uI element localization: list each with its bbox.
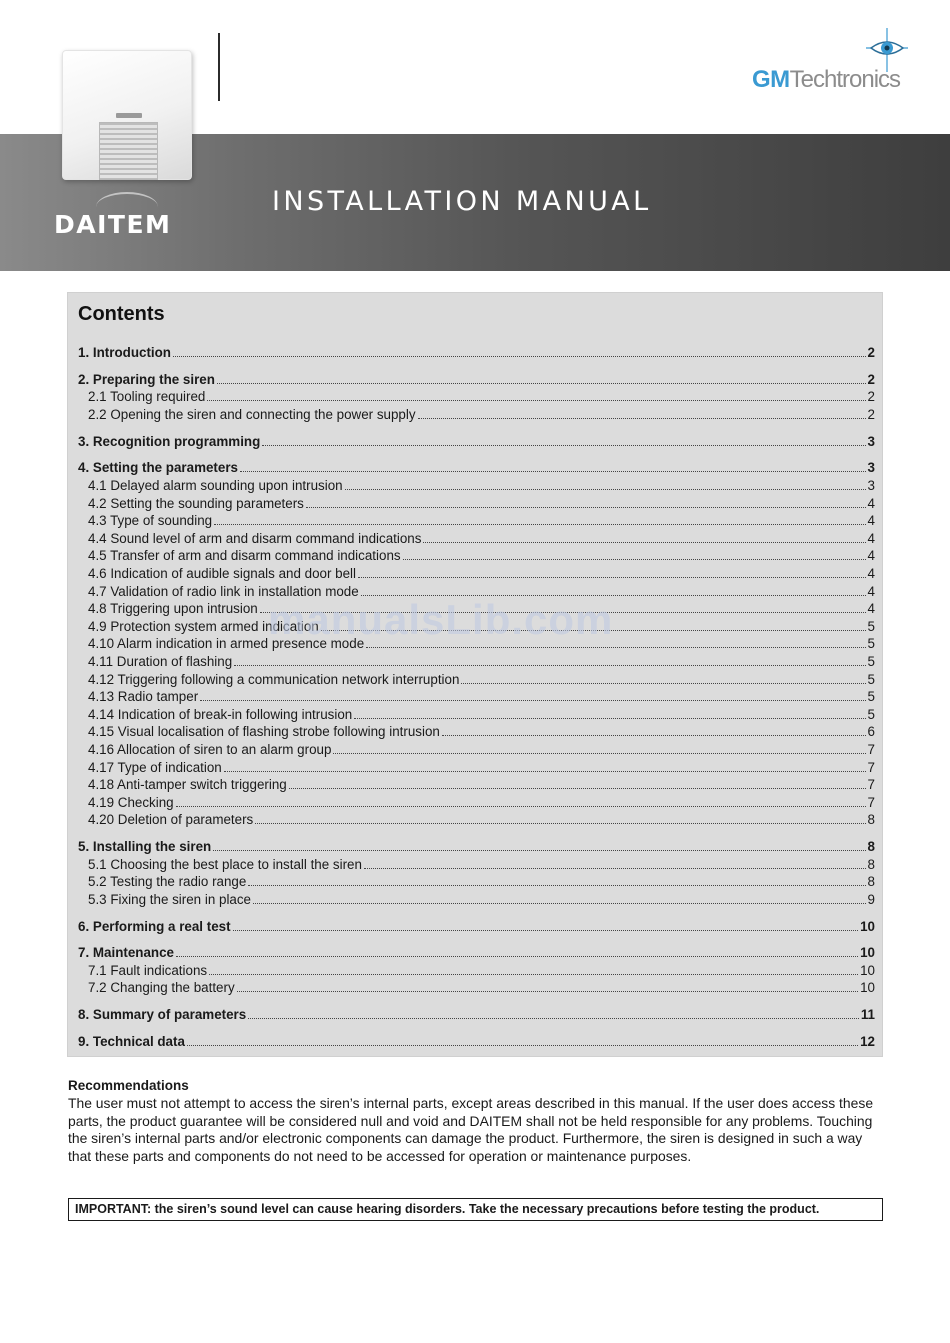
toc-entry-label: 4.12 Triggering following a communication network interruption	[88, 671, 460, 687]
toc-entry[interactable]	[88, 496, 875, 514]
toc-entry[interactable]	[78, 372, 875, 390]
toc-leader-dots	[333, 743, 865, 754]
toc-leader-dots	[403, 549, 866, 560]
toc-entry-page: 12	[860, 1033, 875, 1049]
toc-entry[interactable]	[88, 760, 875, 778]
toc-entry-label: 4.18 Anti-tamper switch triggering	[88, 777, 287, 793]
page-title: INSTALLATION MANUAL	[272, 186, 652, 217]
toc-entry[interactable]	[78, 1034, 875, 1052]
toc-entry-page: 5	[867, 653, 875, 669]
toc-leader-dots	[354, 708, 865, 719]
toc-entry-label: 8. Summary of parameters	[78, 1007, 247, 1023]
toc-entry-label: 3. Recognition programming	[78, 433, 261, 449]
toc-entry-page: 7	[867, 759, 875, 775]
toc-entry-page: 5	[867, 671, 875, 687]
toc-entry-page: 9	[867, 891, 875, 907]
toc-entry[interactable]	[88, 724, 875, 742]
header-divider	[218, 33, 220, 101]
toc-entry[interactable]	[78, 919, 875, 937]
toc-leader-dots	[364, 858, 866, 869]
toc-entry[interactable]	[88, 689, 875, 707]
toc-entry[interactable]	[88, 795, 875, 813]
toc-leader-dots	[173, 346, 866, 357]
toc-entry-page: 2	[867, 345, 875, 360]
toc-entry-label: 2.1 Tooling required	[88, 389, 206, 405]
toc-entry[interactable]	[88, 707, 875, 725]
daitem-logo: DAITEM	[54, 210, 172, 239]
toc-entry[interactable]	[88, 857, 875, 875]
toc-entry-label: 2.2 Opening the siren and connecting the power supply	[88, 406, 416, 422]
toc-entry[interactable]	[88, 407, 875, 425]
toc-entry[interactable]	[88, 777, 875, 795]
toc-entry-label: 4.16 Allocation of siren to an alarm group	[88, 741, 332, 757]
toc-entry-label: 4.7 Validation of radio link in installation mode	[88, 583, 359, 599]
toc-leader-dots	[345, 479, 866, 490]
toc-entry[interactable]	[88, 812, 875, 830]
toc-entry-label: 4.3 Type of sounding	[88, 513, 213, 529]
product-grille	[99, 122, 158, 180]
contents-panel	[67, 292, 883, 1057]
toc-entry-page: 6	[867, 724, 875, 740]
toc-entry-page: 7	[867, 777, 875, 793]
toc-leader-dots	[213, 840, 865, 851]
toc-leader-dots	[423, 532, 865, 543]
toc-entry[interactable]	[88, 566, 875, 584]
toc-entry-label: 7.2 Changing the battery	[88, 980, 235, 996]
toc-entry[interactable]	[88, 389, 875, 407]
techtronics-logo-text: Techtronics	[789, 66, 901, 93]
product-logo-mark	[116, 113, 142, 118]
toc-entry[interactable]	[88, 548, 875, 566]
toc-entry-label: 4.17 Type of indication	[88, 759, 222, 775]
toc-entry-page: 7	[867, 794, 875, 810]
toc-entry-label: 4. Setting the parameters	[78, 460, 238, 476]
toc-entry[interactable]	[88, 478, 875, 496]
toc-entry-page: 3	[867, 460, 875, 476]
toc-entry-label: 4.5 Transfer of arm and disarm command indications	[88, 548, 401, 564]
toc-entry-page: 10	[860, 980, 875, 996]
toc-entry-label: 4.19 Checking	[88, 794, 174, 810]
toc-entry-label: 4.2 Setting the sounding parameters	[88, 495, 304, 511]
toc-leader-dots	[358, 567, 866, 578]
recommendations-heading: Recommendations	[68, 1078, 189, 1093]
toc-entry-label: 6. Performing a real test	[78, 918, 231, 934]
toc-entry-page: 10	[860, 918, 875, 934]
watermark: manualsLib.com	[268, 596, 614, 643]
toc-entry-page: 8	[867, 874, 875, 890]
toc-leader-dots	[214, 514, 865, 525]
toc-entry-label: 4.11 Duration of flashing	[88, 653, 233, 669]
toc-entry[interactable]	[78, 1007, 875, 1025]
toc-entry-page: 3	[867, 433, 875, 449]
toc-entry-page: 4	[867, 583, 875, 599]
toc-entry-page: 2	[867, 371, 875, 387]
toc-leader-dots	[255, 813, 865, 824]
toc-leader-dots	[289, 778, 866, 789]
toc-entry[interactable]	[78, 839, 875, 857]
toc-entry-label: 5.2 Testing the radio range	[88, 874, 247, 890]
toc-leader-dots	[418, 408, 866, 419]
toc-entry[interactable]	[78, 460, 875, 478]
toc-entry[interactable]	[78, 345, 875, 363]
toc-entry-page: 8	[867, 856, 875, 872]
toc-leader-dots	[217, 373, 866, 384]
toc-entry-label: 4.15 Visual localisation of flashing strobe following intrusion	[88, 724, 440, 740]
important-notice: IMPORTANT: the siren’s sound level can cause hearing disorders. Take the necessary precautions before testing the product.	[68, 1198, 883, 1221]
toc-entry[interactable]	[88, 654, 875, 672]
toc-entry-label: 5. Installing the siren	[78, 839, 212, 854]
toc-entry[interactable]	[88, 513, 875, 531]
toc-entry-label: 4.14 Indication of break-in following intrusion	[88, 706, 353, 722]
toc-leader-dots	[209, 964, 858, 975]
toc-entry-page: 4	[867, 548, 875, 564]
toc-entry-label: 4.6 Indication of audible signals and door bell	[88, 565, 357, 581]
toc-entry[interactable]	[88, 672, 875, 690]
toc-leader-dots	[234, 655, 865, 666]
toc-entry[interactable]	[88, 980, 875, 998]
toc-leader-dots	[176, 946, 858, 957]
toc-entry-page: 5	[867, 618, 875, 634]
toc-leader-dots	[207, 390, 865, 401]
toc-entry-page: 4	[867, 513, 875, 529]
toc-entry-page: 10	[860, 962, 875, 978]
toc-entry-label: 1. Introduction	[78, 345, 171, 360]
toc-entry-page: 2	[867, 406, 875, 422]
toc-entry[interactable]	[78, 945, 875, 963]
toc-entry[interactable]	[88, 742, 875, 760]
toc-entry-label: 5.3 Fixing the siren in place	[88, 891, 252, 907]
toc-leader-dots	[253, 893, 866, 904]
siren-product-image	[62, 50, 192, 180]
toc-entry-page: 4	[867, 601, 875, 617]
toc-entry-label: 4.20 Deletion of parameters	[88, 812, 254, 828]
toc-entry-page: 4	[867, 530, 875, 546]
toc-entry-label: 4.10 Alarm indication in armed presence mode	[88, 636, 365, 652]
toc-leader-dots	[240, 461, 866, 472]
toc-entry-label: 5.1 Choosing the best place to install the siren	[88, 856, 362, 872]
toc-entry-label: 4.4 Sound level of arm and disarm command indications	[88, 530, 422, 546]
toc-leader-dots	[224, 761, 866, 772]
toc-entry-label: 9. Technical data	[78, 1033, 185, 1049]
toc-entry-page: 4	[867, 565, 875, 581]
toc-entry-page: 7	[867, 741, 875, 757]
toc-leader-dots	[361, 585, 866, 596]
toc-entry-page: 11	[860, 1007, 875, 1023]
toc-entry-page: 4	[867, 495, 875, 511]
toc-entry-label: 7.1 Fault indications	[88, 962, 208, 978]
toc-entry-label: 2. Preparing the siren	[78, 371, 215, 387]
toc-entry[interactable]	[88, 531, 875, 549]
contents-title: Contents	[78, 303, 165, 325]
toc-leader-dots	[233, 920, 859, 931]
toc-entry-page: 8	[867, 812, 875, 828]
toc-entry-page: 3	[867, 477, 875, 493]
toc-entry-label: 4.9 Protection system armed indication	[88, 618, 319, 634]
toc-entry-label: 4.1 Delayed alarm sounding upon intrusion	[88, 477, 343, 493]
toc-entry-page: 2	[867, 389, 875, 405]
toc-entry-page: 8	[867, 839, 875, 854]
toc-entry[interactable]	[88, 892, 875, 910]
toc-leader-dots	[461, 673, 865, 684]
toc-leader-dots	[248, 1008, 859, 1019]
toc-entry-page: 10	[860, 945, 875, 961]
toc-leader-dots	[248, 875, 865, 886]
recommendations-body: The user must not attempt to access the siren’s internal parts, except areas described in this manual. If the user does access these parts, the product guarantee will be considered null and void and DAITEM shall not be held responsible for any problems. Touching the siren’s internal parts and/or electronic components can damage the product. Furthermore, the siren is designed in such a way that these parts and components do not need to be accessed for operation or maintenance purposes.	[68, 1095, 874, 1164]
toc-leader-dots	[176, 796, 866, 807]
toc-entry[interactable]	[78, 434, 875, 452]
gm-techtronics-logo	[752, 66, 900, 96]
toc-leader-dots	[200, 690, 865, 701]
toc-leader-dots	[187, 1035, 858, 1046]
toc-entry-page: 5	[867, 689, 875, 705]
toc-entry[interactable]	[88, 874, 875, 892]
toc-entry-label: 7. Maintenance	[78, 945, 174, 961]
toc-leader-dots	[237, 981, 858, 992]
toc-leader-dots	[262, 435, 865, 446]
toc-entry-page: 5	[867, 636, 875, 652]
toc-leader-dots	[442, 725, 866, 736]
toc-entry-page: 5	[867, 706, 875, 722]
gm-logo-text: GM	[752, 66, 790, 93]
toc-leader-dots	[306, 497, 866, 508]
toc-entry[interactable]	[88, 963, 875, 981]
toc-entry-label: 4.8 Triggering upon intrusion	[88, 601, 258, 617]
toc-entry-label: 4.13 Radio tamper	[88, 689, 199, 705]
